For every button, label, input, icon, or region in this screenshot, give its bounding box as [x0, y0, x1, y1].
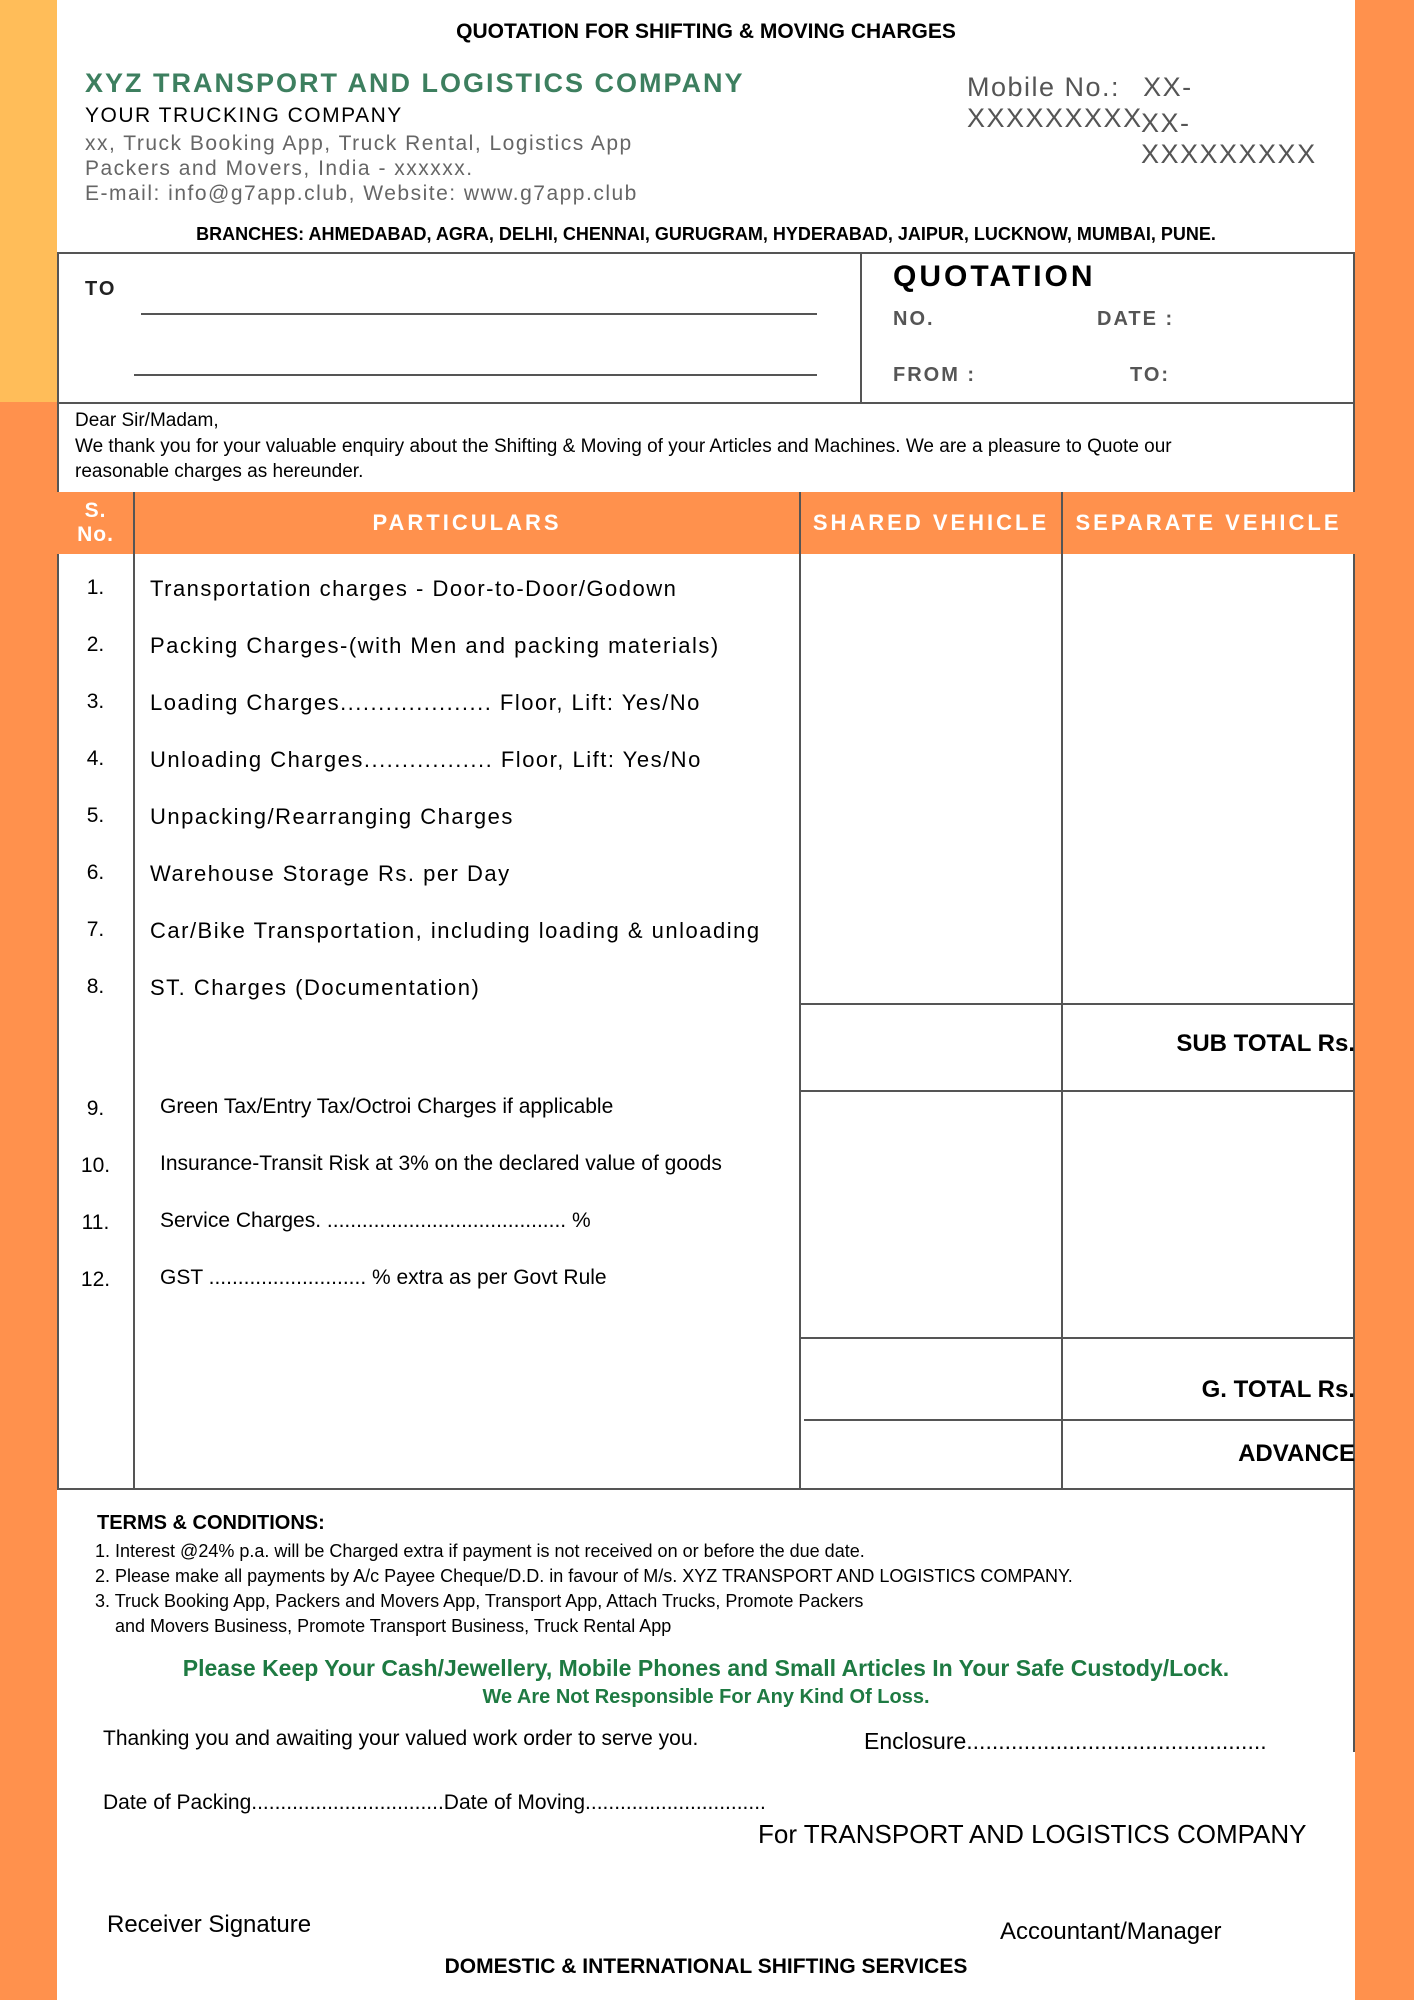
- box-divider: [860, 252, 862, 402]
- company-tagline: YOUR TRUCKING COMPANY: [85, 104, 403, 127]
- accountant-signature: Accountant/Manager: [1000, 1918, 1222, 1945]
- item-9-number: 9.: [86, 1097, 105, 1120]
- quotation-form: [57, 0, 1355, 2000]
- mobile-number-1: XX-XXXXXXXXX: [967, 72, 1193, 133]
- quotation-to-label: TO:: [1130, 364, 1171, 386]
- terms-item-3-continued: and Movers Business, Promote Transport Business, Truck Rental App: [115, 1616, 672, 1636]
- terms-item-3: 3. Truck Booking App, Packers and Movers App, Transport App, Attach Trucks, Promote Packers: [95, 1591, 864, 1611]
- box-top-border: [57, 252, 1355, 254]
- item-2-number: 2.: [86, 633, 105, 656]
- to-line-1[interactable]: [141, 313, 817, 315]
- item-7-text: Car/Bike Transportation, including loading & unloading: [150, 918, 761, 943]
- item-6-text: Warehouse Storage Rs. per Day: [150, 861, 511, 886]
- item-8-text: ST. Charges (Documentation): [150, 975, 481, 1000]
- company-address-line1: xx, Truck Booking App, Truck Rental, Logistics App: [85, 132, 633, 155]
- services-footer: DOMESTIC & INTERNATIONAL SHIFTING SERVICES: [444, 1955, 968, 1978]
- quotation-date-label: DATE :: [1097, 308, 1175, 330]
- item-1-number: 1.: [86, 576, 105, 599]
- mobile-number-2: XX-XXXXXXXXX: [1141, 108, 1317, 169]
- item-3-number: 3.: [86, 690, 105, 713]
- item-9-text: Green Tax/Entry Tax/Octroi Charges if applicable: [160, 1095, 614, 1118]
- row-line-gtotal-top: [800, 1337, 1355, 1339]
- letter-body-line2: reasonable charges as hereunder.: [75, 461, 364, 482]
- letter-salutation: Dear Sir/Madam,: [75, 410, 219, 431]
- item-6-number: 6.: [86, 861, 105, 884]
- to-line-2[interactable]: [134, 374, 817, 376]
- for-company-text: For TRANSPORT AND LOGISTICS COMPANY: [758, 1819, 1307, 1849]
- quotation-from-label: FROM :: [893, 364, 977, 386]
- row-line-subtotal-bottom: [800, 1090, 1355, 1092]
- item-10-text: Insurance-Transit Risk at 3% on the declared value of goods: [160, 1152, 722, 1175]
- table-bottom-border: [57, 1488, 1355, 1490]
- header-sno-line2: No.: [77, 523, 114, 546]
- subtotal-label: SUB TOTAL Rs.: [1176, 1030, 1355, 1057]
- branches-list: BRANCHES: AHMEDABAD, AGRA, DELHI, CHENNAI, GURUGRAM, HYDERABAD, JAIPUR, LUCKNOW, MUMBAI, PUNE.: [196, 224, 1216, 244]
- letter-body-line1: We thank you for your valuable enquiry about the Shifting & Moving of your Articles and Machines. We are a pleasure to Quote our: [75, 436, 1172, 457]
- item-8-number: 8.: [86, 975, 105, 998]
- terms-heading: TERMS & CONDITIONS:: [97, 1512, 325, 1534]
- item-2-text: Packing Charges-(with Men and packing materials): [150, 633, 720, 658]
- gtotal-label: G. TOTAL Rs.: [1201, 1376, 1355, 1403]
- box-right-border: [1353, 252, 1355, 1752]
- thanks-text: Thanking you and awaiting your valued work order to serve you.: [103, 1727, 699, 1750]
- item-5-text: Unpacking/Rearranging Charges: [150, 804, 514, 829]
- item-12-text: GST ........................... % extra as per Govt Rule: [160, 1266, 607, 1289]
- item-4-number: 4.: [86, 747, 105, 770]
- item-10-number: 10.: [80, 1154, 111, 1177]
- item-7-number: 7.: [86, 918, 105, 941]
- header-particulars: PARTICULARS: [134, 492, 800, 554]
- notice-line2: We Are Not Responsible For Any Kind Of Loss.: [482, 1686, 930, 1708]
- header-sno: [57, 492, 134, 554]
- left-band-yellow: [0, 0, 57, 402]
- header-sno-line1: S.: [84, 499, 107, 522]
- item-4-text: Unloading Charges................. Floor, Lift: Yes/No: [150, 747, 702, 772]
- box-bottom-border: [57, 402, 1355, 404]
- terms-item-1: 1. Interest @24% p.a. will be Charged extra if payment is not received on or before the due date.: [95, 1541, 865, 1561]
- item-11-text: Service Charges. ......................................... %: [160, 1209, 591, 1232]
- item-12-number: 12.: [80, 1268, 111, 1291]
- company-name: XYZ TRANSPORT AND LOGISTICS COMPANY: [85, 68, 745, 98]
- quotation-no-label: NO.: [893, 308, 935, 330]
- company-contact: E-mail: info@g7app.club, Website: www.g7app.club: [85, 182, 638, 205]
- item-5-number: 5.: [86, 804, 105, 827]
- mobile-label: Mobile No.:: [967, 72, 1121, 102]
- row-line-advance-top: [804, 1419, 1355, 1421]
- item-1-text: Transportation charges - Door-to-Door/Godown: [150, 576, 678, 601]
- quotation-heading: QUOTATION: [893, 260, 1096, 293]
- terms-item-2: 2. Please make all payments by A/c Payee Cheque/D.D. in favour of M/s. XYZ TRANSPORT AND LOGISTICS COMPANY.: [95, 1566, 1073, 1586]
- advance-label: ADVANCE: [1238, 1440, 1355, 1467]
- item-3-text: Loading Charges.................... Floor, Lift: Yes/No: [150, 690, 701, 715]
- enclosure-field[interactable]: Enclosure...............................................: [864, 1728, 1267, 1754]
- company-address-line2: Packers and Movers, India - xxxxxx.: [85, 157, 474, 180]
- row-line-subtotal-top: [800, 1003, 1355, 1005]
- notice-line1: Please Keep Your Cash/Jewellery, Mobile Phones and Small Articles In Your Safe Custody/Lock.: [182, 1655, 1230, 1681]
- item-11-number: 11.: [81, 1211, 110, 1234]
- to-label: TO: [85, 278, 117, 300]
- packing-moving-dates[interactable]: Date of Packing.................................Date of Moving...............................: [103, 1791, 766, 1814]
- receiver-signature: Receiver Signature: [107, 1911, 312, 1938]
- header-shared-vehicle: SHARED VEHICLE: [800, 492, 1062, 554]
- form-title: QUOTATION FOR SHIFTING & MOVING CHARGES: [456, 20, 956, 43]
- header-separate-vehicle: SEPARATE VEHICLE: [1062, 492, 1355, 554]
